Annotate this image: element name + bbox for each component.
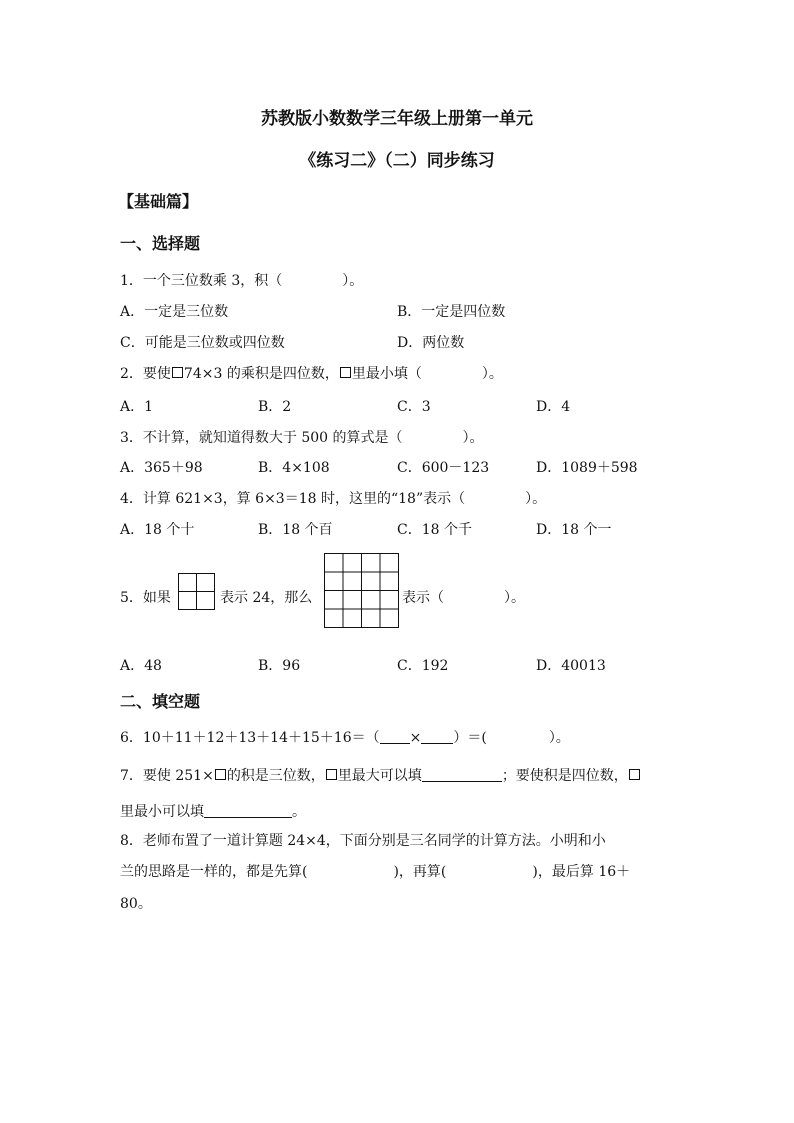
question-7-stem: 7．要使 251× xyxy=(120,768,214,784)
q4-option-b: B．18 个百 xyxy=(258,522,333,538)
question-4-stem: 4．计算 621×3，算 6×3＝18 时，这里的“18”表示（ xyxy=(120,491,466,507)
grid-cell xyxy=(380,554,399,573)
question-5-stem-mid2 xyxy=(402,587,525,607)
question-2-stem-mid2: 里最小填（ xyxy=(351,366,422,382)
q4-option-d: D．18 个一 xyxy=(536,522,612,538)
empty-box-icon xyxy=(340,367,351,378)
question-8-line-3: 80。 xyxy=(120,896,152,912)
fill-blank xyxy=(204,803,292,818)
grid-cell xyxy=(179,574,197,592)
grid-cell xyxy=(325,591,344,610)
q1-option-b: B．一定是四位数 xyxy=(397,304,506,320)
question-7-end: 。 xyxy=(292,804,306,820)
question-5-stem: 5．如果 xyxy=(120,590,171,606)
question-3-stem-end: ）。 xyxy=(462,430,484,446)
question-8-line-1: 8．老师布置了一道计算题 24×4，下面分别是三名同学的计算方法。小明和小 xyxy=(120,833,606,849)
question-1-stem-end: ）。 xyxy=(342,273,364,289)
large-grid-figure xyxy=(324,553,400,635)
question-8-mid: )，再算( xyxy=(393,864,447,880)
question-4-stem-end: ）。 xyxy=(525,491,547,507)
question-3-stem: 3．不计算，就知道得数大于 500 的算式是（ xyxy=(120,430,403,446)
question-5-stem-mid: 表示 24，那么 xyxy=(220,590,313,606)
worksheet-title: 苏教版小数数学三年级上册第一单元 xyxy=(261,109,533,129)
q2-option-c: C．3 xyxy=(397,399,431,415)
question-3 xyxy=(120,427,484,447)
question-2 xyxy=(120,363,503,383)
grid-cell xyxy=(380,572,399,591)
q3-option-c: C．600－123 xyxy=(397,460,490,476)
grid-cell xyxy=(362,609,381,628)
question-7-mid: 的积是三位数， xyxy=(226,768,325,784)
empty-box-icon xyxy=(629,769,640,780)
q5-option-c: C．192 xyxy=(397,658,449,674)
grid-cell xyxy=(362,572,381,591)
q2-option-a: A．1 xyxy=(120,399,154,415)
q1-option-a: A．一定是三位数 xyxy=(120,304,229,320)
q5-option-a: A．48 xyxy=(120,658,162,674)
q5-option-b: B．96 xyxy=(258,658,301,674)
times-sign: × xyxy=(409,730,422,746)
q3-option-d: D．1089＋598 xyxy=(536,460,638,476)
empty-box-icon xyxy=(172,367,183,378)
q2-option-d: D．4 xyxy=(536,399,571,415)
question-5-stem-c: 表示（ xyxy=(402,590,444,606)
grid-cell xyxy=(343,554,362,573)
empty-box-icon xyxy=(215,769,226,780)
small-grid-figure xyxy=(178,573,216,613)
question-2-stem-mid: 74×3 的乘积是四位数， xyxy=(183,366,339,382)
grid-cell xyxy=(380,591,399,610)
fill-blank xyxy=(380,729,410,744)
worksheet-subtitle: 《练习二》（二）同步练习 xyxy=(299,151,495,171)
grid-cell xyxy=(325,554,344,573)
question-7-cont: 里最小可以填 xyxy=(120,804,204,820)
grid-cell xyxy=(179,592,197,610)
grid-cell xyxy=(343,609,362,628)
q1-option-d: D．两位数 xyxy=(397,335,465,351)
part1-heading: 一、选择题 xyxy=(120,234,201,253)
q2-option-b: B．2 xyxy=(258,399,292,415)
q3-option-a: A．365＋98 xyxy=(120,460,203,476)
grid-cell xyxy=(343,572,362,591)
question-6-end: ）。 xyxy=(548,730,570,746)
question-6 xyxy=(120,727,570,747)
grid-cell xyxy=(325,572,344,591)
q3-option-b: B．4×108 xyxy=(258,460,330,476)
question-1-stem: 1．一个三位数乘 3，积（ xyxy=(120,273,283,289)
question-7-mid2: 里最大可以填 xyxy=(337,768,422,784)
empty-box-icon xyxy=(326,769,337,780)
grid-cell xyxy=(343,591,362,610)
grid-cell xyxy=(380,609,399,628)
fill-blank xyxy=(422,767,502,782)
question-7-line-2 xyxy=(120,801,306,821)
question-8-mid2: )，最后算 16＋ xyxy=(532,864,631,880)
question-7-line-1 xyxy=(120,765,641,785)
question-2-stem: 2．要使 xyxy=(120,366,171,382)
part2-heading: 二、填空题 xyxy=(120,692,201,711)
question-5-stem-end: ）。 xyxy=(504,590,525,606)
grid-cell xyxy=(362,591,381,610)
q5-option-d: D．40013 xyxy=(536,658,606,674)
q4-option-a: A．18 个十 xyxy=(120,522,195,538)
section-basic-heading: 【基础篇】 xyxy=(118,192,199,211)
q1-option-c: C．可能是三位数或四位数 xyxy=(120,335,285,351)
question-1 xyxy=(120,270,363,290)
question-6-mid: ）＝( xyxy=(453,730,487,746)
question-8-stem: 兰的思路是一样的，都是先算( xyxy=(120,864,308,880)
question-6-stem: 6．10＋11＋12＋13＋14＋15＋16＝（ xyxy=(120,730,380,746)
fill-blank xyxy=(421,729,453,744)
grid-cell xyxy=(197,592,215,610)
question-8-line-2 xyxy=(120,861,630,881)
grid-cell xyxy=(325,609,344,628)
grid-cell xyxy=(197,574,215,592)
q4-option-c: C．18 个千 xyxy=(397,522,472,538)
question-2-stem-end: ）。 xyxy=(481,366,503,382)
question-4 xyxy=(120,488,546,508)
question-7-mid3: ；要使积是四位数， xyxy=(501,768,628,784)
grid-cell xyxy=(362,554,381,573)
